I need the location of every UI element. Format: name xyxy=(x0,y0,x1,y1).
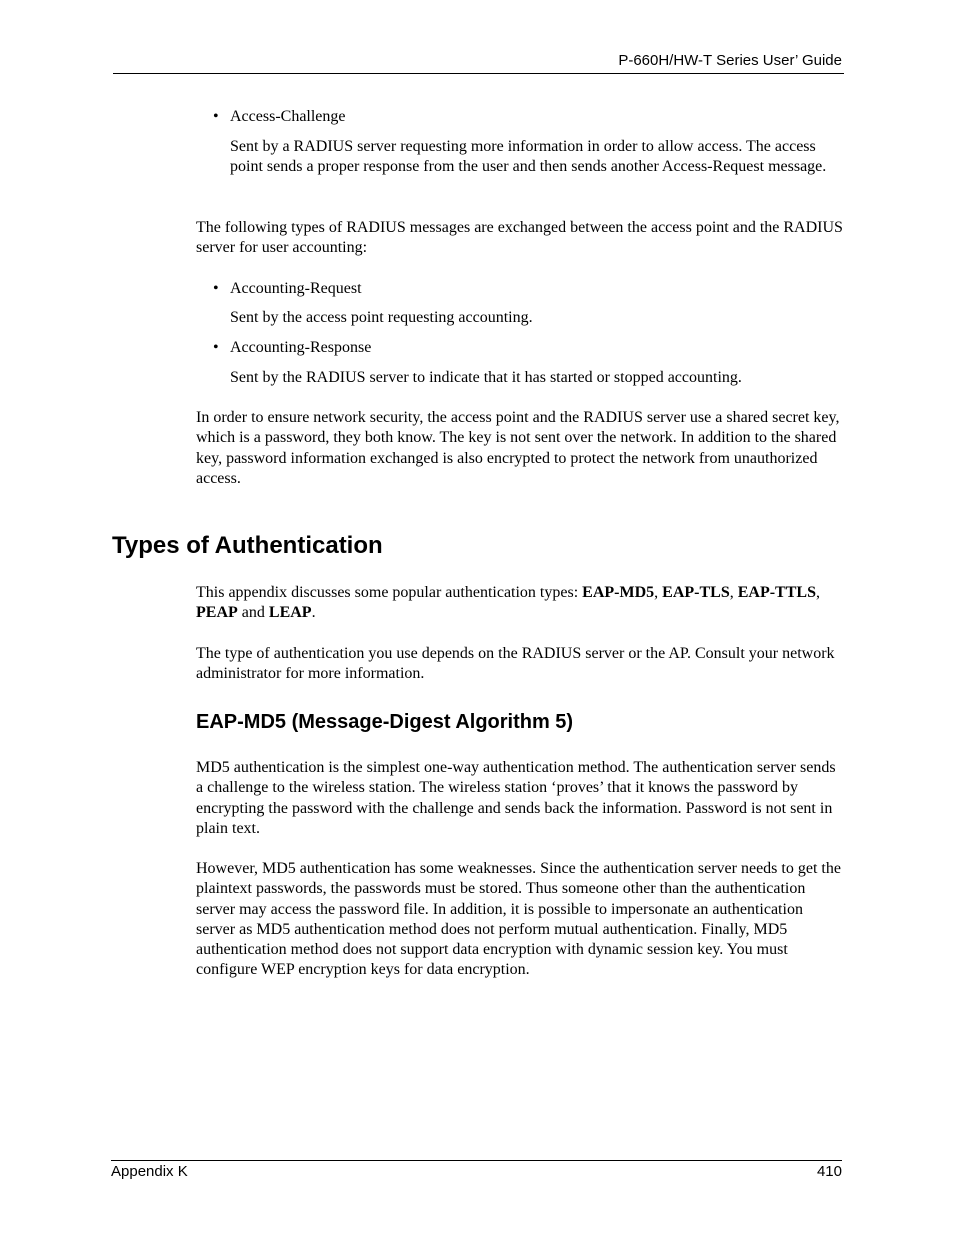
bullet-marker: • xyxy=(213,108,219,125)
term-peap: PEAP xyxy=(196,604,238,622)
bullet-text-access-challenge: Sent by a RADIUS server requesting more information in order to allow access. The access point sends a proper response from the user and then sends another Access-Request message. xyxy=(230,138,827,176)
paragraph-security: In order to ensure network security, the access point and the RADIUS server use a shared secret key, which is a password, they both know. The key is not sent over the network. In addition to the shared key, password information exchanged is also encrypted to protect the network from unauthorized access. xyxy=(196,409,840,487)
term-eap-tls: EAP-TLS xyxy=(662,584,730,601)
subsection-heading-eap-md5: EAP-MD5 (Message-Digest Algorithm 5) xyxy=(196,711,574,733)
term-eap-md5: EAP-MD5 xyxy=(582,584,655,601)
footer-appendix-label: Appendix K xyxy=(111,1163,188,1180)
footer-page-number: 410 xyxy=(816,1163,842,1180)
bullet-label-access-challenge: Access-Challenge xyxy=(230,108,346,125)
bullet-marker: • xyxy=(213,339,219,356)
paragraph-md5-weaknesses: However, MD5 authentication has some weaknesses. Since the authentication server needs to get the plaintext passwords, the passwords must be stored. Thus someone other than the authentication server may access the password file. In addition, it is possible to impersonate an authentication server as MD5 authentication method does not perform mutual authentication. Finally, MD5 authentication method does not support data encryption with dynamic session key. You must configure WEP encryption keys for data encryption. xyxy=(196,860,841,979)
bullet-label-accounting-request: Accounting-Request xyxy=(230,280,362,297)
paragraph-depends: The type of authentication you use depends on the RADIUS server or the AP. Consult your network administrator for more information. xyxy=(196,645,835,683)
paragraph-md5-description: MD5 authentication is the simplest one-way authentication method. The authentication server sends a challenge to the wireless station. The wireless station ‘proves’ that it knows the password by encrypting the password with the challenge and sends back the information. Password is not sent in plain text. xyxy=(196,759,836,837)
term-eap-ttls: EAP-TTLS xyxy=(737,584,816,601)
term-leap: LEAP xyxy=(268,604,312,622)
running-header-title: P-660H/HW-T Series User’ Guide xyxy=(618,52,842,69)
footer-rule xyxy=(111,1160,842,1161)
header-rule xyxy=(113,73,844,74)
paragraph-types-intro: This appendix discusses some popular authentication types: EAP-MD5, EAP-TLS, EAP-TTLS, PEAP and LEAP. xyxy=(196,584,820,622)
bullet-text-accounting-response: Sent by the RADIUS server to indicate that it has started or stopped accounting. xyxy=(230,369,742,386)
bullet-marker: • xyxy=(213,280,219,297)
bullet-label-accounting-response: Accounting-Response xyxy=(230,339,372,356)
section-heading-types-of-authentication: Types of Authentication xyxy=(112,532,383,559)
paragraph-accounting-intro: The following types of RADIUS messages are exchanged between the access point and the RADIUS server for user accounting: xyxy=(196,219,843,257)
bullet-text-accounting-request: Sent by the access point requesting accounting. xyxy=(230,309,533,326)
